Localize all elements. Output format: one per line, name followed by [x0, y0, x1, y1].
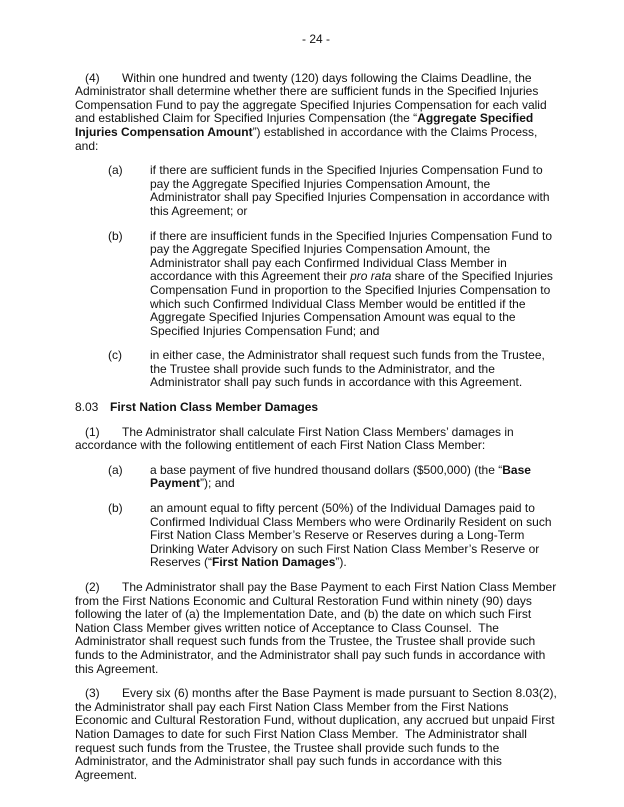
paragraph: [108, 348, 557, 390]
text-run: pro rata: [350, 269, 392, 284]
text-run: if there are sufficient funds in the Specified Injuries Compensation Fund to pay the Aggregate Specified Injuries Compensation Amount, the Administrator shall pay Specified Injuries Compensation in accordance with this Agreement; or: [150, 163, 553, 218]
text-run: if there are insufficient funds in the Specified Injuries Compensation Fund to pay the Aggregate Specified Injuries Compensation Amount, the Administrator shall pay each Confirmed Individual Class Member in accordance with this Agreement their: [150, 228, 556, 284]
item-number: (c): [108, 348, 122, 363]
item-number: (a): [108, 462, 123, 477]
document-body: [75, 70, 561, 783]
paragraph: [75, 686, 561, 782]
item-number: (1): [85, 424, 100, 439]
paragraph: [75, 580, 560, 676]
section-heading: [75, 401, 557, 415]
paragraph: [75, 426, 557, 453]
page-content: [75, 32, 561, 793]
paragraph: [108, 228, 557, 339]
text-run: ”).: [335, 555, 347, 570]
text-run: share of the Specified Injuries Compensation Fund in proportion to the Specified Injuries Compensation to which such Confirmed Individual Class Member would be entitled if the Aggregate Specified Injuries Compensation Amount was equal to the Specified Injuries Compensation Fund; and: [150, 269, 557, 338]
item-number: (2): [85, 580, 100, 594]
item-number: (b): [108, 228, 123, 243]
item-number: (a): [108, 163, 123, 178]
text-run: Aggregate Specified Injuries Compensation Amount: [75, 111, 537, 139]
paragraph: [108, 501, 557, 570]
text-run: Every six (6) months after the Base Payment is made pursuant to Section 8.03(2), the Administrator shall pay each First Nation Class Member from the First Nations Economic and Cultural Restoration Fund, without duplication, any accrued but unpaid First Nation Damages to date for such First Nation Class Member. The Administrator shall request such funds from the Trustee, the Trustee shall provide such funds to the Administrator, and the Administrator shall pay such funds in accordance with this Agreement.: [75, 686, 561, 782]
paragraph: [108, 163, 557, 218]
paragraph: [108, 462, 557, 491]
text-run: First Nation Damages: [212, 555, 336, 570]
text-run: The Administrator shall calculate First Nation Class Members’ damages in accordance with the following entitlement of each First Nation Class Member:: [75, 424, 518, 453]
text-run: an amount equal to fifty percent (50%) of the Individual Damages paid to Confirmed Individual Class Members who were Ordinarily Resident on such First Nation Class Member’s Reserve or Reserves during a Long-Term Drinking Water Advisory on such First Nation Class Member’s Reserve or Reserves (“: [150, 501, 555, 570]
text-run: ”); and: [200, 476, 235, 491]
text-run: ”) established in accordance with the Claims Process, and:: [75, 124, 541, 153]
paragraph: [75, 72, 557, 154]
item-number: (3): [85, 686, 100, 701]
page-number: - 24 -: [301, 32, 330, 46]
item-number: (4): [85, 70, 100, 85]
text-run: The Administrator shall pay the Base Payment to each First Nation Class Member from the First Nations Economic and Cultural Restoration Fund within ninety (90) days following the later of (a) the Implementation Date, and (b) the date on which such First Nation Class Member gives written notice of Acceptance to Class Counsel. The Administrator shall request such funds from the Trustee, the Trustee shall provide such funds to the Administrator, and the Administrator shall pay such funds in accordance with this Agreement.: [75, 580, 560, 676]
text-run: Base Payment: [150, 462, 535, 491]
item-number: (b): [108, 501, 123, 516]
text-run: First Nation Class Member Damages: [110, 400, 319, 415]
item-number: 8.03: [75, 400, 99, 415]
text-run: Within one hundred and twenty (120) days following the Claims Deadline, the Administrator shall determine whether there are sufficient funds in the Specified Injuries Compensation Fund to pay the aggregate Specified Injuries Compensation for each valid and established Claim for Specified Injuries Compensation (the “: [75, 70, 550, 126]
text-run: a base payment of five hundred thousand dollars ($500,000) (the “: [150, 462, 503, 477]
text-run: in either case, the Administrator shall request such funds from the Trustee, the Trustee shall provide such funds to the Administrator, and the Administrator shall pay such funds in accordance with this Agreement.: [150, 348, 549, 390]
